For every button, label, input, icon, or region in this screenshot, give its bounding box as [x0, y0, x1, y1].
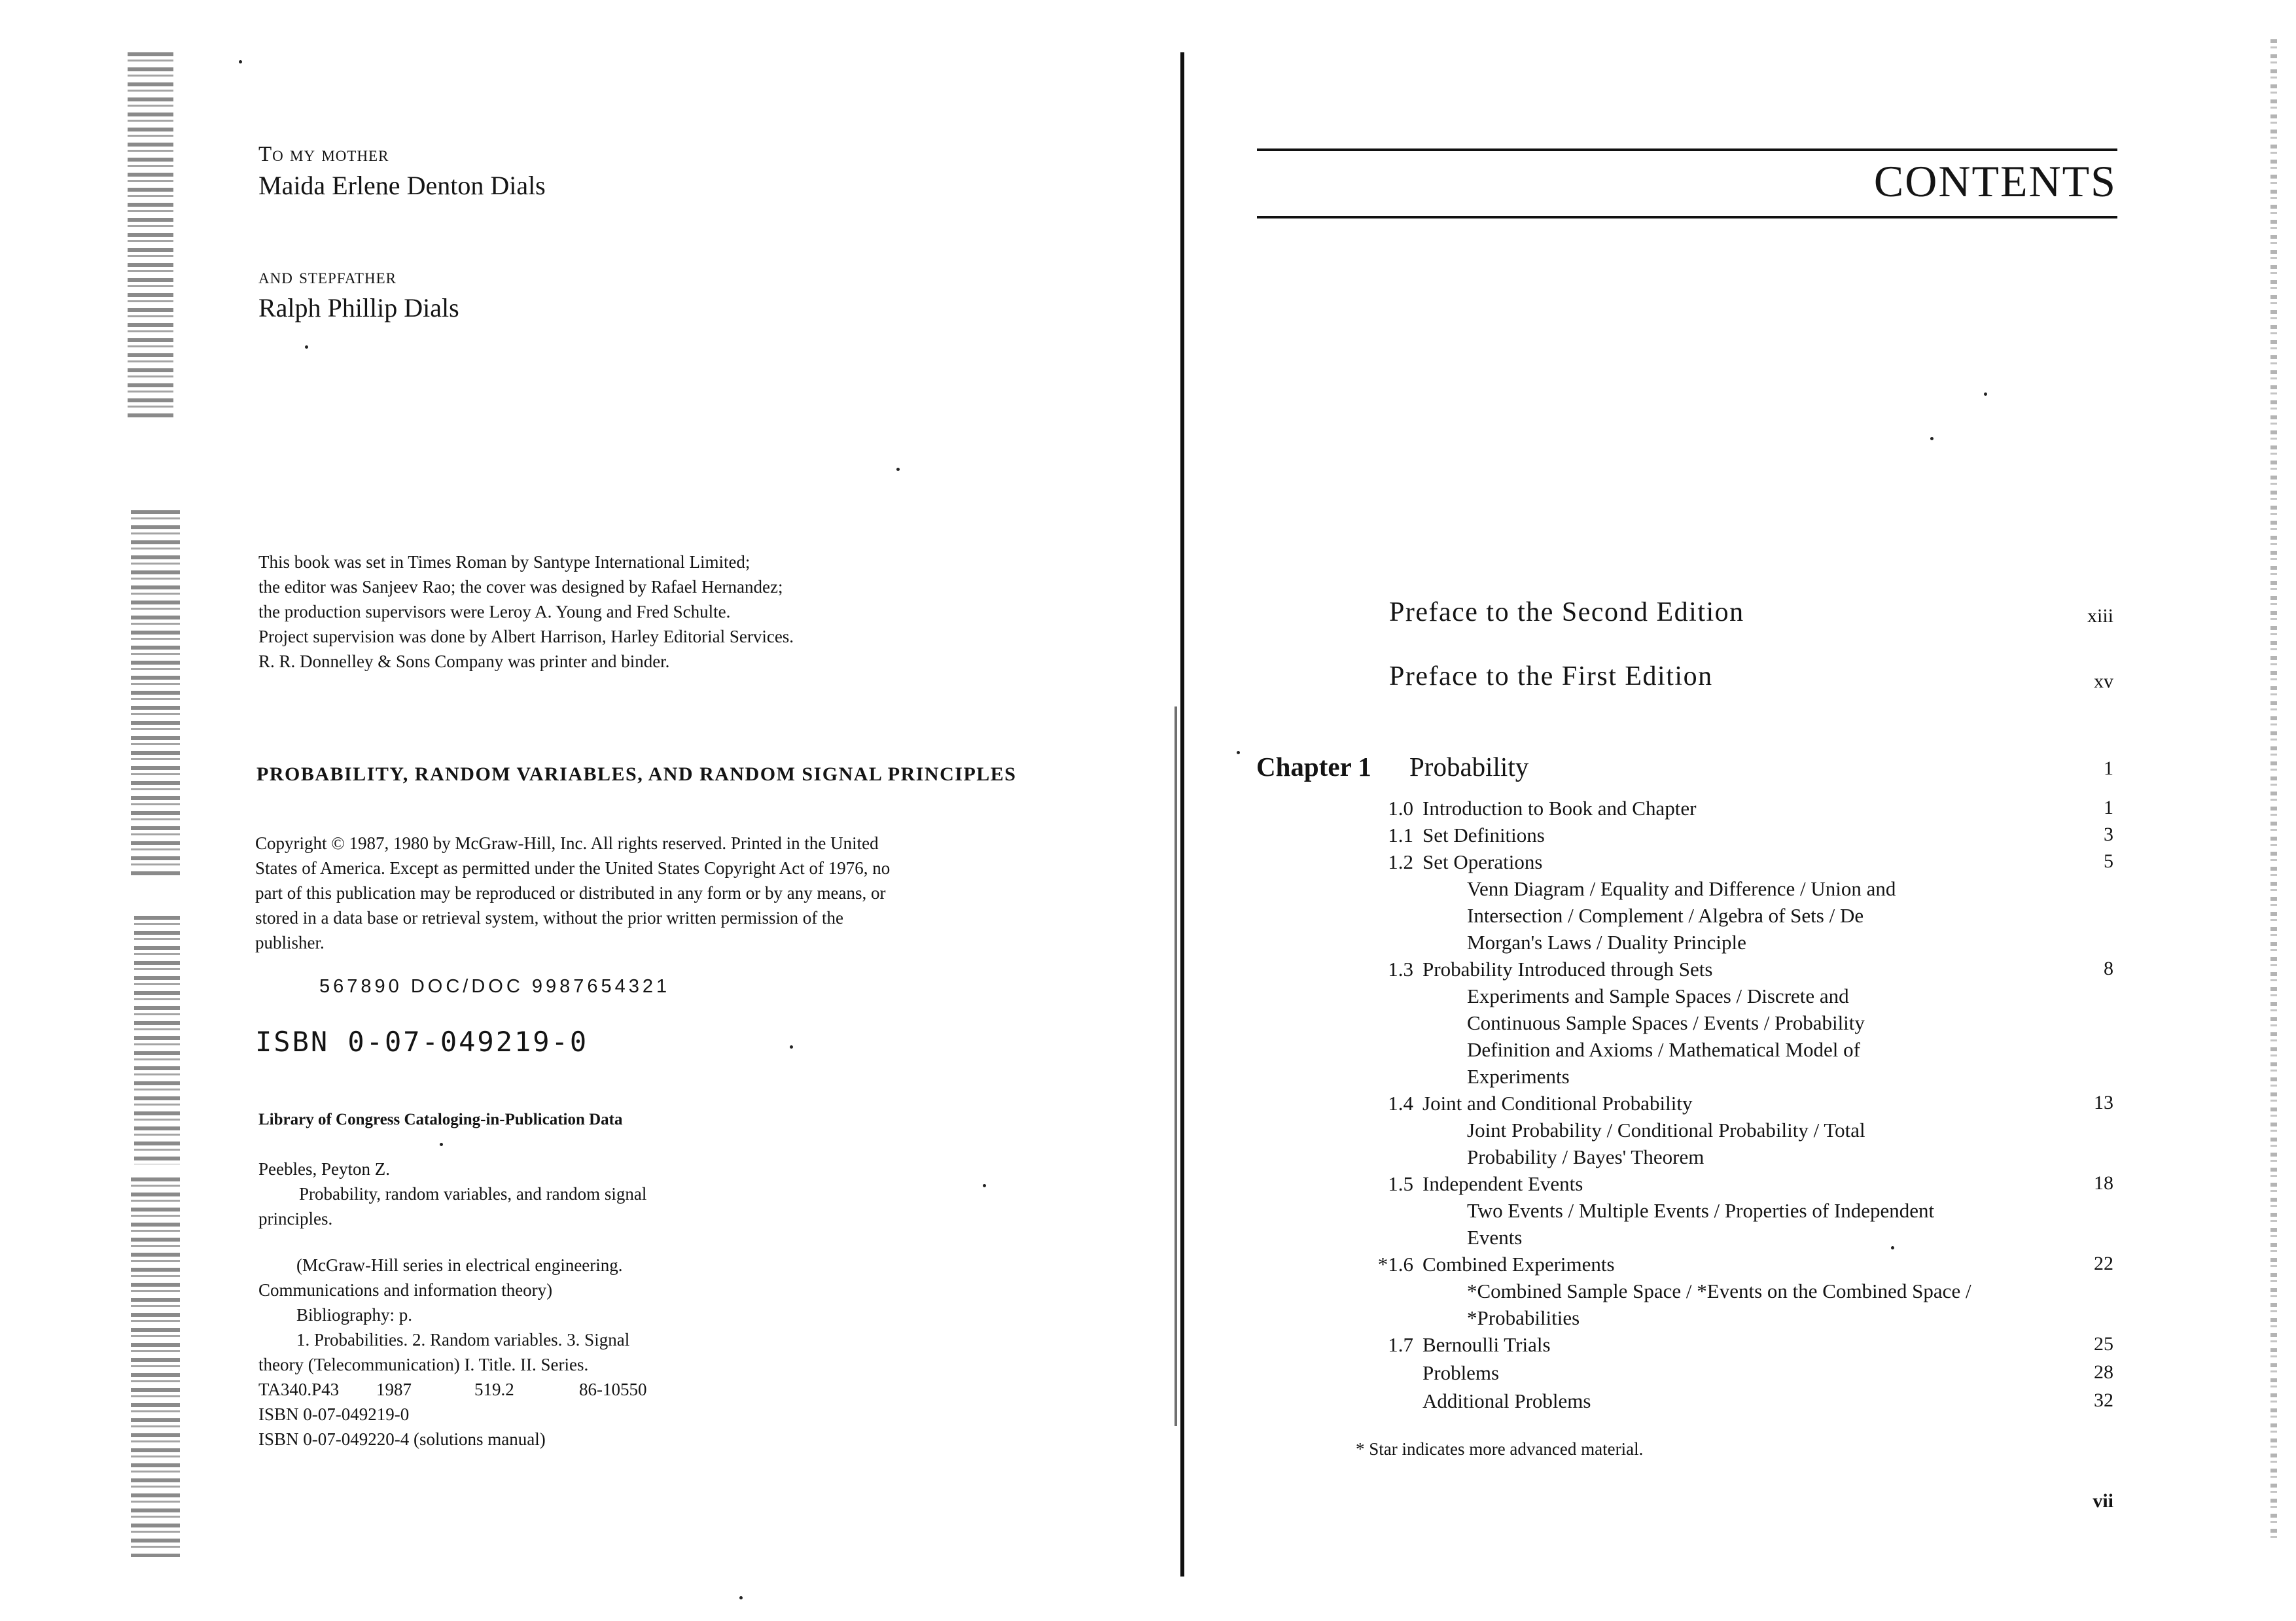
copyright-notice	[255, 831, 1027, 955]
cip-block-b	[258, 1253, 647, 1452]
dedication-mother-label: To my mother	[258, 143, 389, 166]
colophon-line: Project supervision was done by Albert Harrison, Harley Editorial Services.	[258, 627, 794, 646]
folio: vii	[2093, 1490, 2113, 1512]
scan-speck	[1930, 437, 1934, 440]
section-page: 28	[2094, 1361, 2113, 1383]
section-title: Joint and Conditional Probability	[1422, 1092, 1693, 1115]
scan-edge-noise	[131, 510, 180, 877]
dedication-stepfather-label: and stepfather	[258, 265, 397, 288]
cip-line: 1. Probabilities. 2. Random variables. 3. Signal	[296, 1330, 630, 1350]
section-page: 1	[2104, 797, 2113, 818]
contents-title: CONTENTS	[1873, 156, 2117, 206]
chapter-title: Probability	[1409, 752, 1529, 782]
cip-year: 1987	[376, 1380, 412, 1399]
colophon-line: the production supervisors were Leroy A. Young and Fred Schulte.	[258, 602, 731, 621]
contents-rule-top	[1257, 148, 2117, 151]
scan-speck	[440, 1143, 443, 1146]
preface-first-page: xv	[2094, 671, 2113, 692]
section-subtopics: *Probabilities	[1467, 1306, 1580, 1329]
copyright-line: part of this publication may be reproduced or distributed in any form or by any means, or	[255, 883, 886, 903]
section-subtopics: Definition and Axioms / Mathematical Model of	[1467, 1038, 1860, 1061]
section-subtopics: Intersection / Complement / Algebra of Sets / De	[1467, 904, 1864, 927]
cip-line: Peebles, Peyton Z.	[258, 1159, 390, 1179]
section-page: 18	[2094, 1172, 2113, 1194]
section-page: 13	[2094, 1092, 2113, 1113]
chapter-page: 1	[2104, 758, 2113, 779]
preface-second-page: xiii	[2087, 605, 2113, 627]
scan-speck	[239, 60, 242, 63]
scan-speck	[896, 468, 900, 471]
section-number: 1.0	[1388, 797, 1413, 820]
cip-lccn: 86-10550	[579, 1380, 647, 1399]
colophon-line: the editor was Sanjeev Rao; the cover was designed by Rafael Hernandez;	[258, 577, 783, 597]
copyright-line: Copyright © 1987, 1980 by McGraw-Hill, Inc. All rights reserved. Printed in the United	[255, 833, 879, 853]
section-title: Set Operations	[1422, 850, 1543, 873]
section-subtopics: Probability / Bayes' Theorem	[1467, 1145, 1704, 1168]
cip-block-a	[258, 1157, 646, 1231]
copyright-line: publisher.	[255, 933, 325, 952]
contents-rule-bottom	[1257, 216, 2117, 218]
section-number: 1.4	[1388, 1092, 1413, 1115]
dedication-stepfather-name: Ralph Phillip Dials	[258, 293, 459, 322]
scan-edge-noise	[131, 1177, 180, 1557]
section-title: Probability Introduced through Sets	[1422, 958, 1713, 981]
section-number: 1.7	[1388, 1333, 1413, 1356]
section-number: 1.1	[1388, 824, 1413, 846]
right-page	[1158, 0, 2296, 1621]
cip-isbn-line: ISBN 0-07-049219-0	[258, 1404, 410, 1424]
section-page: 8	[2104, 958, 2113, 979]
section-page: 3	[2104, 824, 2113, 845]
section-number: 1.3	[1388, 958, 1413, 981]
section-title: Introduction to Book and Chapter	[1422, 797, 1697, 820]
scan-edge-noise	[128, 52, 173, 419]
scan-speck	[983, 1184, 986, 1187]
book-title: PROBABILITY, RANDOM VARIABLES, AND RANDOM SIGNAL PRINCIPLES	[256, 763, 1017, 785]
cip-class: 519.2	[474, 1380, 514, 1399]
isbn-ocr: ISBN 0-07-049219-0	[255, 1026, 589, 1058]
scan-edge-noise	[134, 916, 180, 1164]
cip-call-line	[258, 1377, 647, 1402]
section-page: 5	[2104, 850, 2113, 872]
section-page: 22	[2094, 1253, 2113, 1274]
copyright-line: States of America. Except as permitted under the United States Copyright Act of 1976, no	[255, 858, 891, 878]
scan-speck	[305, 345, 308, 349]
section-title: Combined Experiments	[1422, 1253, 1615, 1276]
cip-line: Bibliography: p.	[296, 1305, 412, 1325]
scan-speck	[1891, 1246, 1894, 1249]
cip-line: theory (Telecommunication) I. Title. II. Series.	[258, 1355, 589, 1374]
scan-speck	[1984, 392, 1987, 396]
section-number: 1.2	[1388, 850, 1413, 873]
section-title: Independent Events	[1422, 1172, 1583, 1195]
dedication-mother-name: Maida Erlene Denton Dials	[258, 171, 546, 200]
section-subtopics: *Combined Sample Space / *Events on the Combined Space /	[1467, 1280, 1971, 1302]
section-number: 1.5	[1388, 1172, 1413, 1195]
copyright-line: stored in a data base or retrieval system, without the prior written permission of the	[255, 908, 844, 928]
preface-second-edition: Preface to the Second Edition	[1389, 597, 1744, 627]
scan-speck	[790, 1045, 793, 1049]
section-subtopics: Experiments and Sample Spaces / Discrete and	[1467, 985, 1849, 1007]
cip-line: Communications and information theory)	[258, 1280, 553, 1300]
footnote: * Star indicates more advanced material.	[1356, 1439, 1644, 1459]
preface-first-edition: Preface to the First Edition	[1389, 661, 1713, 691]
section-subtopics: Joint Probability / Conditional Probability / Total	[1467, 1119, 1865, 1142]
scan-edge-noise	[2270, 39, 2277, 1544]
colophon-line: This book was set in Times Roman by Santype International Limited;	[258, 552, 751, 572]
print-code: 567890 DOC/DOC 9987654321	[319, 976, 671, 997]
section-subtopics: Continuous Sample Spaces / Events / Probability	[1467, 1011, 1865, 1034]
section-page: 32	[2094, 1389, 2113, 1411]
section-subtopics: Two Events / Multiple Events / Properties of Independent	[1467, 1199, 1935, 1222]
section-title: Bernoulli Trials	[1422, 1333, 1551, 1356]
section-title-problems: Problems	[1422, 1361, 1500, 1384]
section-subtopics: Venn Diagram / Equality and Difference / Union and	[1467, 877, 1896, 900]
cip-isbn-line: ISBN 0-07-049220-4 (solutions manual)	[258, 1429, 546, 1449]
cip-line: (McGraw-Hill series in electrical engineering.	[296, 1255, 623, 1275]
section-page: 25	[2094, 1333, 2113, 1355]
cip-line: Probability, random variables, and random signal	[299, 1184, 647, 1204]
section-subtopics: Events	[1467, 1226, 1523, 1249]
cip-line: principles.	[258, 1209, 333, 1229]
colophon	[258, 549, 1109, 674]
cip-heading: Library of Congress Cataloging-in-Publication Data	[258, 1111, 623, 1128]
chapter-label: Chapter 1	[1256, 752, 1371, 782]
scan-speck	[739, 1596, 743, 1599]
scan-speck	[1237, 751, 1240, 754]
colophon-line: R. R. Donnelley & Sons Company was printer and binder.	[258, 652, 670, 671]
section-title-additional-problems: Additional Problems	[1422, 1389, 1591, 1412]
cip-call-number: TA340.P43	[258, 1380, 340, 1399]
section-subtopics: Morgan's Laws / Duality Principle	[1467, 931, 1746, 954]
section-subtopics: Experiments	[1467, 1065, 1570, 1088]
section-number: *1.6	[1377, 1253, 1413, 1276]
section-title: Set Definitions	[1422, 824, 1545, 846]
